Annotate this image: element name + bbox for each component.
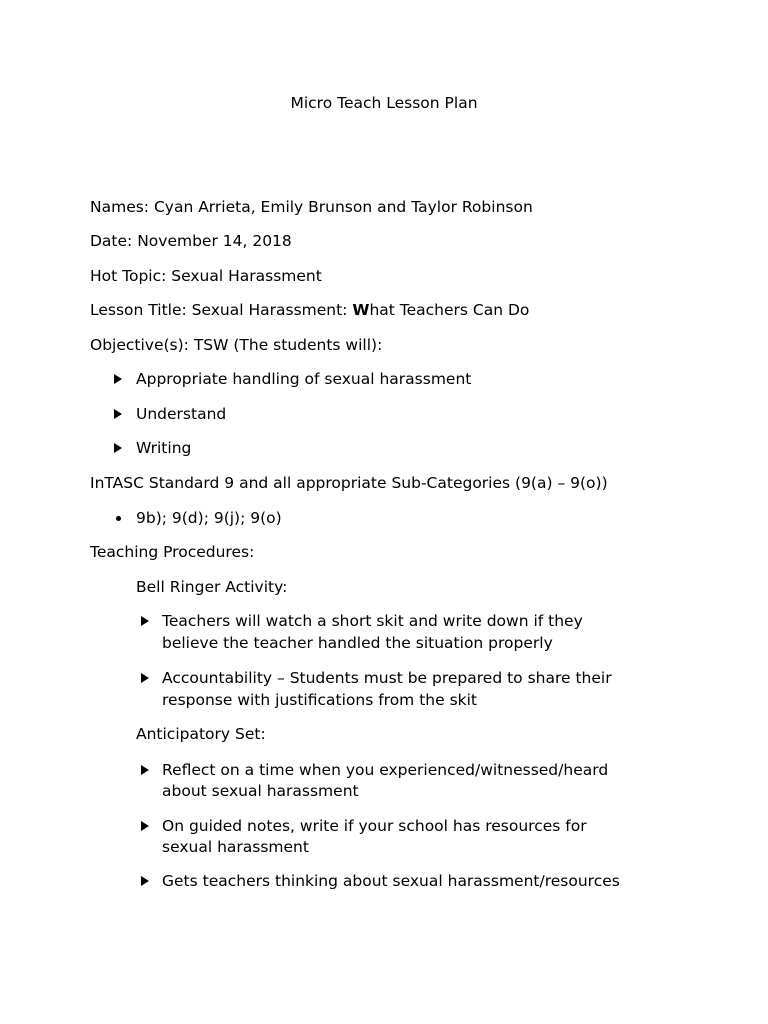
anticipatory-item: Reflect on a time when you experienced/witnessed/heard [162,761,609,779]
objectives-label: Objective(s): TSW (The students will): [90,336,383,354]
teaching-procedures-label: Teaching Procedures: [90,543,255,561]
bell-ringer-label: Bell Ringer Activity: [136,578,288,596]
anticipatory-item: On guided notes, write if your school has resources for [162,817,587,835]
anticipatory-item-cont: about sexual harassment [162,782,359,800]
bell-ringer-item: Accountability – Students must be prepared to share their [162,669,612,687]
objective-item: Writing [136,439,192,457]
bell-ringer-item-cont: response with justifications from the skit [162,691,478,709]
lesson-title-rest: hat Teachers Can Do [369,301,530,319]
arrow-bullet-icon [141,821,149,831]
bell-ringer-item-cont: believe the teacher handled the situation properly [162,634,553,652]
objective-item: Understand [136,405,227,423]
lesson-title-w: W [352,301,370,319]
arrow-bullet-icon [141,616,149,626]
lesson-title-prefix: Lesson Title: Sexual Harassment: [90,301,353,319]
anticipatory-label: Anticipatory Set: [136,725,266,743]
arrow-bullet-icon [141,876,149,886]
arrow-bullet-icon [141,673,149,683]
intasc-item: 9b); 9(d); 9(j); 9(o) [136,509,282,527]
date-line: Date: November 14, 2018 [90,232,292,250]
names-line: Names: Cyan Arrieta, Emily Brunson and Taylor Robinson [90,198,533,216]
arrow-bullet-icon [114,443,122,453]
document-title: Micro Teach Lesson Plan [290,94,478,112]
bell-ringer-item: Teachers will watch a short skit and write down if they [162,612,583,630]
arrow-bullet-icon [114,409,122,419]
anticipatory-item-cont: sexual harassment [162,838,309,856]
objective-item: Appropriate handling of sexual harassment [136,370,472,388]
intasc-line: InTASC Standard 9 and all appropriate Sub-Categories (9(a) – 9(o)) [90,474,608,492]
hot-topic-line: Hot Topic: Sexual Harassment [90,267,322,285]
anticipatory-item: Gets teachers thinking about sexual harassment/resources [162,872,620,890]
arrow-bullet-icon [141,765,149,775]
arrow-bullet-icon [114,374,122,384]
lesson-title-line [90,299,529,321]
dot-bullet-icon [116,516,121,521]
